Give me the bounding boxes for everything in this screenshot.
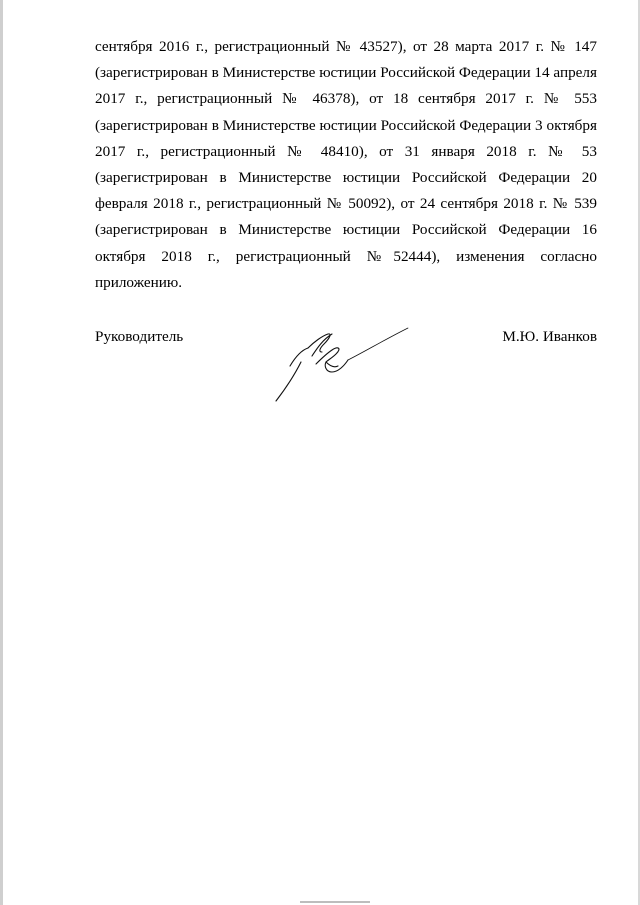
paragraph-line-2: (зарегистрирован в Министерстве юстиции Российской Федерации 14 апреля <box>95 64 597 82</box>
signer-name: М.Ю. Иванков <box>502 328 597 345</box>
paragraph-line-4: (зарегистрирован в Министерстве юстиции Российской Федерации 3 октября <box>95 116 597 134</box>
paragraph-line-5: 2017 г., регистрационный № 48410), от 31 января 2018 г. № 53 <box>95 142 597 160</box>
body-paragraph <box>95 34 597 296</box>
paragraph-line-3: 2017 г., регистрационный № 46378), от 18 сентября 2017 г. № 553 <box>95 90 597 108</box>
scan-edge-bottom <box>300 901 370 903</box>
paragraph-line-8: (зарегистрирован в Министерстве юстиции Российской Федерации 16 <box>95 221 597 239</box>
paragraph-line-9: октября 2018 г., регистрационный №52444), изменения согласно <box>95 247 597 265</box>
paragraph-line-1: сентября 2016 г., регистрационный № 43527), от 28 марта 2017 г. № 147 <box>95 38 597 55</box>
paragraph-line-6: (зарегистрирован в Министерстве юстиции Российской Федерации 20 <box>95 168 597 186</box>
signer-position: Руководитель <box>95 328 184 345</box>
paragraph-line-10: приложению. <box>95 273 183 291</box>
handwritten-signature <box>268 326 413 404</box>
paragraph-line-7: февраля 2018 г., регистрационный № 50092), от 24 сентября 2018 г. № 539 <box>95 195 597 213</box>
scan-edge-left <box>0 0 3 905</box>
